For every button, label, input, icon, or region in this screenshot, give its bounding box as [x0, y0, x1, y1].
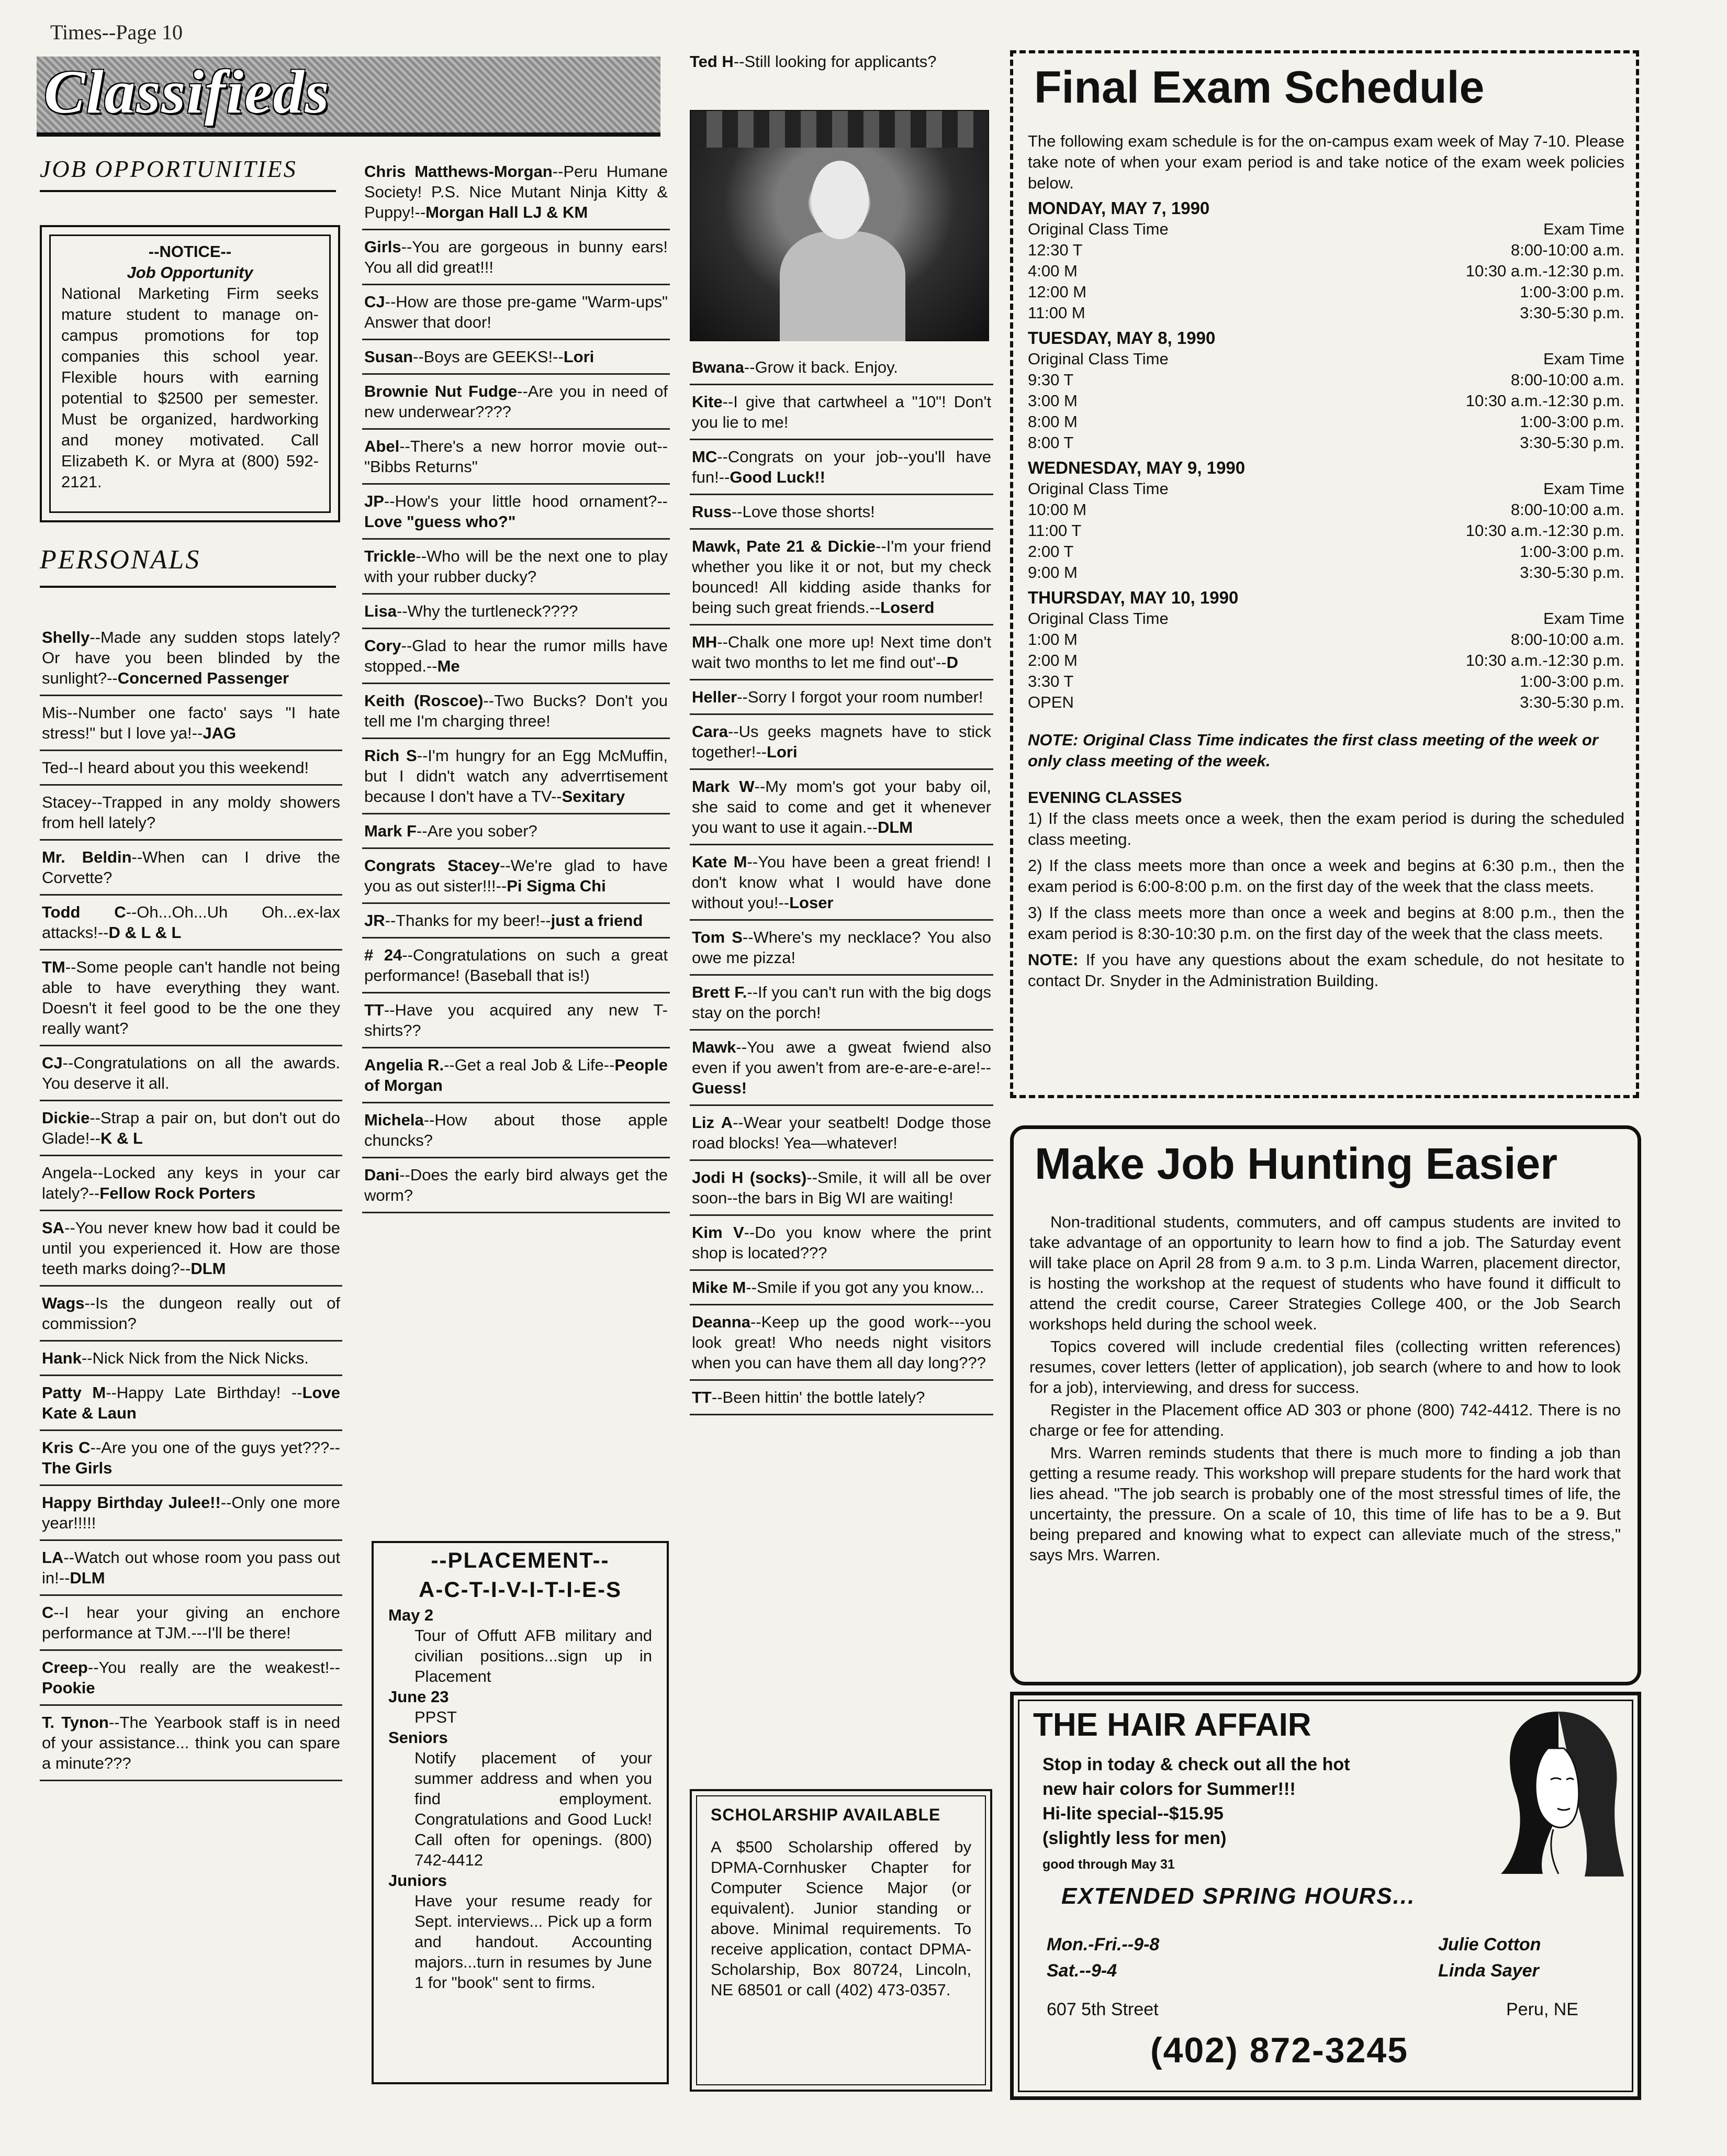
exam-day: THURSDAY, MAY 10, 1990 — [1028, 588, 1239, 607]
entry-text: --Only one more year!!!!! — [42, 1493, 340, 1532]
entry-name: Heller — [692, 688, 737, 706]
article-paragraph: Non-traditional students, commuters, and off campus students are invited to take advantage of an opportunity to learn how to find a job. The Saturday event will take place on April 28 from 9 a.m. to 3 p.m. Linda Warren, placement director, is hosting the workshop at the request of students who have found it difficult to attend the credit course, Career Strategies College 400, or the Job Search workshops held during the school week. — [1029, 1213, 1621, 1333]
entry-name: Mark W — [692, 777, 755, 796]
entry-name: Michela — [364, 1111, 424, 1129]
entry-signature: Good Luck!! — [730, 468, 825, 486]
article-paragraph: Mrs. Warren reminds students that there is much more to finding a job than getting a resume ready. This workshop will prepare students for the hard work that lies ahead. "The job search is probably one of the most stressful times of life, the uncertainty, the pressure. On a scale of 10, this time of life has to be a 9. But being prepared and knowing what to expect can alleviate much of the stress," says Mrs. Warren. — [1029, 1444, 1621, 1564]
personal-entry — [690, 440, 993, 495]
entry-name: Brett F. — [692, 983, 747, 1001]
entry-text: --Get a real Job & Life-- — [444, 1056, 615, 1074]
entry-signature: Lori — [563, 348, 595, 366]
personal-entry — [690, 770, 993, 845]
personal-entry — [362, 739, 670, 814]
exam-row: 9:30 T 8:00-10:00 a.m. — [1028, 371, 1624, 389]
entry-signature: Sexitary — [562, 787, 625, 806]
personal-entry — [362, 904, 670, 939]
entry-text: --How about those apple chuncks? — [364, 1111, 668, 1149]
entry-text: --Why the turtleneck???? — [397, 602, 578, 620]
placement-date: May 2 — [388, 1606, 434, 1624]
entry-text: --We're glad to have you as out sister!!!-- — [364, 856, 668, 895]
exam-column-header: Original Class Time Exam Time — [1028, 479, 1624, 498]
personal-entry — [40, 1156, 342, 1211]
personal-entry — [40, 896, 342, 951]
exam-day: TUESDAY, MAY 8, 1990 — [1028, 328, 1216, 348]
exam-row: OPEN 3:30-5:30 p.m. — [1028, 693, 1624, 711]
personal-entry — [40, 1596, 342, 1651]
entry-text: --If you can't run with the big dogs stay on the porch! — [692, 983, 991, 1022]
hair-affair-promo: Stop in today & check out all the hot new hair colors for Summer!!! Hi-lite special--$15.95 (slightly less for men) — [1042, 1755, 1350, 1848]
exam-row: 1:00 M 8:00-10:00 a.m. — [1028, 630, 1624, 649]
personals-column-1 — [40, 621, 342, 1781]
entry-text: --You really are the weakest!-- — [87, 1658, 340, 1677]
personal-entry — [40, 1486, 342, 1541]
personal-entry — [362, 375, 670, 430]
entry-signature: D & L & L — [108, 923, 182, 942]
entry-signature: Lori — [767, 743, 798, 761]
entry-text: --Boys are GEEKS!-- — [413, 348, 564, 366]
personal-entry — [40, 1101, 342, 1156]
section-heading-personals: PERSONALS — [40, 545, 201, 575]
personal-entry — [362, 340, 670, 375]
entry-text: --Are you in need of new underwear???? — [364, 382, 668, 421]
personal-entry — [40, 696, 342, 751]
placement-date: June 23 — [388, 1688, 449, 1706]
entry-signature: just a friend — [551, 911, 643, 930]
entry-signature: D — [946, 653, 959, 672]
entry-signature: K & L — [100, 1129, 143, 1147]
personal-entry — [362, 430, 670, 485]
entry-name: Mawk, Pate 21 & Dickie — [692, 537, 876, 555]
entry-text: --You awe a gweat fwiend also even if you awen't from are-e-are-e-are!-- — [692, 1038, 991, 1077]
exam-row: 3:30 T 1:00-3:00 p.m. — [1028, 672, 1624, 690]
personal-entry — [40, 1046, 342, 1101]
entry-name: TT — [692, 1388, 712, 1406]
article-paragraph: Register in the Placement office AD 303 or phone (800) 742-4412. There is no charge or fee for attending. — [1029, 1401, 1621, 1439]
entry-name: CJ — [42, 1054, 63, 1072]
entry-signature: Guess! — [692, 1079, 747, 1097]
entry-text: --Does the early bird always get the worm? — [364, 1166, 668, 1204]
entry-text: --Oh...Oh...Uh Oh...ex-lax attacks!-- — [42, 903, 340, 942]
job-opportunities-section — [40, 155, 336, 192]
entry-text: --The Yearbook staff is in need of your assistance... think you can spare a minute??? — [42, 1713, 340, 1772]
exam-row: 2:00 M 10:30 a.m.-12:30 p.m. — [1028, 651, 1624, 669]
exam-row: 3:00 M 10:30 a.m.-12:30 p.m. — [1028, 392, 1624, 410]
personal-entry — [362, 485, 670, 540]
entry-text: Mis--Number one facto' says "I hate stress!" but I love ya!-- — [42, 703, 340, 742]
entry-text: --Been hittin' the bottle lately? — [711, 1388, 925, 1406]
personal-entry — [690, 1106, 993, 1161]
entry-text: --Congratulations on all the awards. You deserve it all. — [42, 1054, 340, 1092]
exam-row: 8:00 M 1:00-3:00 p.m. — [1028, 412, 1624, 431]
personal-entry — [690, 1161, 993, 1216]
entry-name: Bwana — [692, 358, 744, 376]
entry-name: Todd C — [42, 903, 126, 921]
personal-entry — [40, 1651, 342, 1706]
hair-affair-address: 607 5th Street — [1047, 1999, 1159, 2019]
entry-signature: The Girls — [42, 1459, 113, 1477]
personal-entry — [362, 629, 670, 684]
entry-name: JP — [364, 492, 384, 510]
entry-name: LA — [42, 1548, 64, 1567]
section-heading-jobs: JOB OPPORTUNITIES — [40, 155, 297, 182]
banner-title: Classifieds — [44, 58, 330, 126]
exam-note-contact: NOTE: If you have any questions about the exam schedule, do not hesitate to contact Dr. Snyder in the Administration Building. — [1028, 951, 1624, 990]
personal-entry — [40, 1287, 342, 1342]
job-hunting-article — [1010, 1125, 1641, 1685]
hair-affair-validity: good through May 31 — [1042, 1857, 1175, 1872]
placement-group: Seniors — [388, 1728, 448, 1747]
entry-name: Mark F — [364, 822, 417, 840]
personal-entry — [362, 540, 670, 595]
entry-text: --Keep up the good work---you look great! Who needs night visitors when you can have them all day long??? — [692, 1313, 991, 1372]
personal-entry — [40, 1376, 342, 1431]
entry-name: Tom S — [692, 928, 743, 946]
evening-rule-1: 1) If the class meets once a week, then the exam period is during the scheduled class meeting. — [1028, 809, 1624, 848]
entry-name: TM — [42, 958, 65, 976]
personal-entry — [40, 1541, 342, 1596]
entry-name: Dickie — [42, 1109, 90, 1127]
personal-entry — [690, 715, 993, 770]
entry-name: Shelly — [42, 628, 90, 646]
exam-column-header: Original Class Time Exam Time — [1028, 220, 1624, 238]
personal-entry — [690, 1271, 993, 1305]
entry-signature: Loser — [789, 893, 834, 912]
placement-activities-box — [372, 1541, 669, 2084]
entry-text: --Where's my necklace? You also owe me pizza! — [692, 928, 991, 967]
entry-text: --Strap a pair on, but don't out do Glade!-- — [42, 1109, 340, 1147]
entry-name: Kris C — [42, 1438, 91, 1457]
entry-signature: Me — [437, 657, 460, 675]
personal-entry — [362, 1103, 670, 1158]
exam-day: MONDAY, MAY 7, 1990 — [1028, 198, 1210, 218]
entry-name: Rich S — [364, 746, 417, 765]
entry-signature: Fellow Rock Porters — [99, 1184, 256, 1202]
personal-entry — [362, 993, 670, 1048]
entry-name: CJ — [364, 293, 385, 311]
entry-text: Angela--Locked any keys in your car lately?-- — [42, 1164, 340, 1202]
entry-signature: Pi Sigma Chi — [507, 877, 606, 895]
entry-name: JR — [364, 911, 385, 930]
entry-text: --You are gorgeous in bunny ears! You all did great!!! — [364, 238, 668, 276]
entry-name: Hank — [42, 1349, 82, 1367]
entry-text: --Still looking for applicants? — [733, 52, 937, 71]
personal-entry — [690, 625, 993, 680]
personal-entry — [362, 814, 670, 849]
hair-affair-stylists: Julie Cotton Linda Sayer — [1438, 1935, 1541, 1981]
placement-text: Tour of Offutt AFB military and civilian positions...sign up in Placement — [414, 1626, 652, 1685]
entry-text: --You never knew how bad it could be until you experienced it. How are those teeth marks doing?-- — [42, 1219, 340, 1278]
placement-subtitle: A-C-T-I-V-I-T-I-E-S — [419, 1577, 622, 1602]
personal-entry — [40, 841, 342, 896]
classifieds-banner — [37, 57, 660, 137]
personal-entry — [362, 1158, 670, 1213]
entry-name: Kate M — [692, 853, 747, 871]
scholarship-body: A $500 Scholarship offered by DPMA-Cornhusker Chapter for Computer Science Major (or equivalent). Junior standing or above. Minimal requirements. To receive application, contact DPMA-Scholarship, Box 80724, Lincoln, NE 68501 or call (402) 473-0357. — [711, 1838, 971, 1999]
hair-affair-phone: (402) 872-3245 — [1150, 2030, 1409, 2070]
personal-entry — [690, 845, 993, 921]
entry-text: --I give that cartwheel a "10"! Don't you lie to me! — [692, 393, 991, 431]
exam-row: 11:00 M 3:30-5:30 p.m. — [1028, 304, 1624, 322]
personal-entry — [40, 751, 342, 786]
entry-signature: Loserd — [880, 598, 935, 617]
personal-entry — [690, 1305, 993, 1381]
entry-text: --Two Bucks? Don't you tell me I'm charging three! — [364, 691, 668, 730]
entry-name: Ted H — [690, 52, 734, 71]
entry-name: Trickle — [364, 547, 416, 565]
entry-text: --Chalk one more up! Next time don't wait two months to let me find out'-- — [692, 633, 991, 672]
entry-name: TT — [364, 1001, 384, 1019]
exam-title: Final Exam Schedule — [1034, 62, 1485, 113]
entry-name: Kite — [692, 393, 723, 411]
entry-name: Mr. Beldin — [42, 848, 132, 866]
scholarship-title: SCHOLARSHIP AVAILABLE — [711, 1805, 941, 1824]
personal-entry — [690, 495, 993, 530]
notice-title: --NOTICE-- — [148, 242, 232, 261]
entry-name: T. Tynon — [42, 1713, 109, 1731]
personal-entry — [690, 976, 993, 1031]
photo-man — [690, 110, 989, 341]
personal-entry — [690, 1031, 993, 1106]
entry-text: --Congratulations on such a great performance! (Baseball that is!) — [364, 946, 668, 985]
entry-signature: Love Kate & Laun — [42, 1383, 340, 1422]
hair-affair-ad — [1010, 1692, 1641, 2100]
entry-name: Jodi H (socks) — [692, 1168, 807, 1187]
exam-row: 11:00 T 10:30 a.m.-12:30 p.m. — [1028, 521, 1624, 540]
personal-entry — [362, 684, 670, 739]
personal-entry — [40, 786, 342, 841]
entry-text: --Congrats on your job--you'll have fun!-- — [692, 448, 991, 486]
personal-entry — [690, 385, 993, 440]
personal-entry — [690, 921, 993, 976]
entry-text: --I'm hungry for an Egg McMuffin, but I didn't watch any adverrtisement because I don't have a TV-- — [364, 746, 668, 806]
entry-name: MH — [692, 633, 717, 651]
entry-name: MC — [692, 448, 717, 466]
entry-text: --I'm your friend whether you like it or not, but my check bounced! All kidding aside thanks for being such great friends.-- — [692, 537, 991, 617]
entry-name: Lisa — [364, 602, 397, 620]
entry-text: --Wear your seatbelt! Dodge those road blocks! Yea—whatever! — [692, 1113, 991, 1152]
exam-note: NOTE: Original Class Time indicates the first class meeting of the week or only class meeting of the week. — [1028, 731, 1598, 770]
entry-text: --Peru Humane Society! P.S. Nice Mutant Ninja Kitty & Puppy!-- — [364, 162, 668, 221]
evening-rule-3: 3) If the class meets more than once a week and begins at 8:00 p.m., then the exam period is 8:30-10:30 p.m. on the first day of the week that the class meets. — [1028, 903, 1624, 943]
entry-text: --Made any sudden stops lately? Or have you been blinded by the sunlight?-- — [42, 628, 340, 687]
final-exam-schedule — [1010, 50, 1639, 1098]
entry-signature: People of Morgan — [364, 1056, 668, 1094]
exam-row: 4:00 M 10:30 a.m.-12:30 p.m. — [1028, 262, 1624, 280]
entry-name: Cara — [692, 722, 728, 741]
exam-row: 8:00 T 3:30-5:30 p.m. — [1028, 433, 1624, 452]
exam-intro: The following exam schedule is for the on-campus exam week of May 7-10. Please take note of when your exam period is and take notice of the exam week policies below. — [1028, 132, 1624, 192]
divider — [40, 586, 336, 588]
entry-text: --Are you sober? — [416, 822, 537, 840]
entry-name: Happy Birthday Julee!! — [42, 1493, 221, 1512]
entry-signature: Morgan Hall LJ & KM — [425, 203, 588, 221]
entry-text: --Some people can't handle not being able to have everything they want. Doesn't it feel good to be the one they really want? — [42, 958, 340, 1037]
exam-row: 12:30 T 8:00-10:00 a.m. — [1028, 241, 1624, 259]
entry-name: Russ — [692, 502, 732, 521]
personal-entry — [690, 1381, 993, 1415]
entry-signature: DLM — [190, 1259, 226, 1278]
personals-column-3 — [690, 351, 993, 1415]
entry-name: Liz A — [692, 1113, 733, 1132]
entry-text: --I hear your giving an enchore performance at TJM.---I'll be there! — [42, 1603, 340, 1642]
entry-name: Dani — [364, 1166, 400, 1184]
personal-entry — [362, 285, 670, 340]
personal-entry — [362, 849, 670, 904]
entry-name: Wags — [42, 1294, 85, 1312]
woman-portrait-illustration — [1480, 1706, 1627, 1879]
personal-entry — [362, 595, 670, 629]
entry-text: --Watch out whose room you pass out in!-- — [42, 1548, 340, 1587]
entry-text: --You have been a great friend! I don't know what I would have done without you!-- — [692, 853, 991, 912]
notice-box — [40, 225, 340, 522]
entry-text: --Love those shorts! — [731, 502, 875, 521]
placement-text: PPST — [414, 1708, 457, 1726]
exam-row: 9:00 M 3:30-5:30 p.m. — [1028, 563, 1624, 582]
personal-entry — [40, 1342, 342, 1376]
entry-name: Patty M — [42, 1383, 106, 1402]
placement-text: Notify placement of your summer address and when you find employment. Congratulations and Good Luck! Call often for openings. (800) 742-4412 — [414, 1749, 652, 1869]
personal-entry — [690, 530, 993, 625]
personal-entry — [362, 1048, 670, 1103]
entry-signature: Love "guess who?" — [364, 512, 516, 531]
entry-text: --Grow it back. Enjoy. — [744, 358, 898, 376]
exam-day: WEDNESDAY, MAY 9, 1990 — [1028, 458, 1246, 477]
entry-text: --How's your little hood ornament?-- — [384, 492, 668, 510]
personal-entry-top — [690, 51, 988, 72]
job-hunting-title: Make Job Hunting Easier — [1035, 1139, 1557, 1188]
entry-name: Cory — [364, 636, 401, 655]
entry-text: --Smile, it will all be over soon--the bars in Big WI are waiting! — [692, 1168, 991, 1207]
entry-text: --Thanks for my beer!-- — [385, 911, 551, 930]
entry-name: Deanna — [692, 1313, 750, 1331]
page-header: Times--Page 10 — [50, 20, 183, 44]
entry-text: --Sorry I forgot your room number! — [737, 688, 983, 706]
personals-section — [40, 544, 336, 588]
article-paragraph: Topics covered will include credential files (collecting written references) resumes, cover letters (letter of application), job search (where to and how to look for a job), interviewing, and dress for success. — [1029, 1337, 1621, 1397]
entry-text: Stacey--Trapped in any moldy showers from hell lately? — [42, 793, 340, 832]
notice-subtitle: Job Opportunity — [127, 263, 253, 282]
entry-text: --Do you know where the print shop is located??? — [692, 1223, 991, 1262]
entry-text: --There's a new horror movie out--"Bibbs Returns" — [364, 437, 668, 476]
hair-affair-title: THE HAIR AFFAIR — [1033, 1707, 1311, 1743]
entry-name: Brownie Nut Fudge — [364, 382, 518, 400]
entry-signature: DLM — [877, 818, 913, 836]
entry-name: C — [42, 1603, 54, 1622]
entry-name: Mawk — [692, 1038, 736, 1056]
entry-name: Congrats Stacey — [364, 856, 500, 875]
entry-text: --Who will be the next one to play with your rubber ducky? — [364, 547, 668, 586]
entry-text: --Have you acquired any new T-shirts?? — [364, 1001, 668, 1040]
entry-name: Mike M — [692, 1278, 746, 1297]
exam-column-header: Original Class Time Exam Time — [1028, 609, 1624, 628]
entry-text: --My mom's got your baby oil, she said to come and get it whenever you want to use it again.-- — [692, 777, 991, 836]
personal-entry — [40, 951, 342, 1046]
personal-entry — [690, 1216, 993, 1271]
entry-name: Susan — [364, 348, 413, 366]
entry-text: --Is the dungeon really out of commission? — [42, 1294, 340, 1333]
entry-name: Kim V — [692, 1223, 744, 1242]
entry-text: --Are you one of the guys yet???-- — [90, 1438, 341, 1457]
entry-text: --How are those pre-game "Warm-ups" Answer that door! — [364, 293, 668, 331]
placement-group: Juniors — [388, 1871, 447, 1890]
entry-name: Girls — [364, 238, 401, 256]
scholarship-box — [690, 1789, 992, 2092]
exam-row: 10:00 M 8:00-10:00 a.m. — [1028, 500, 1624, 519]
notice-body: National Marketing Firm seeks mature student to manage on-campus promotions for top companies this school year. Flexible hours with earning potential to $2500 per semester. Must be organized, hardworking and money motivated. Call Elizabeth K. or Myra at (800) 592-2121. — [61, 284, 319, 491]
entry-text: Ted--I heard about you this weekend! — [42, 758, 309, 777]
personal-entry — [40, 1431, 342, 1486]
personal-entry — [362, 155, 670, 230]
entry-name: # 24 — [364, 946, 402, 964]
personal-entry — [40, 621, 342, 696]
exam-column-header: Original Class Time Exam Time — [1028, 350, 1624, 368]
placement-title: --PLACEMENT-- — [431, 1548, 610, 1572]
entry-text: --Us geeks magnets have to stick together!-- — [692, 722, 991, 761]
entry-name: Abel — [364, 437, 400, 455]
entry-text: --Glad to hear the rumor mills have stopped.-- — [364, 636, 668, 675]
entry-signature: Pookie — [42, 1679, 95, 1697]
entry-text: --When can I drive the Corvette? — [42, 848, 340, 887]
divider — [40, 190, 336, 192]
hair-affair-hours-heading: EXTENDED SPRING HOURS... — [1061, 1883, 1416, 1909]
entry-signature: JAG — [203, 724, 237, 742]
exam-row: 12:00 M 1:00-3:00 p.m. — [1028, 283, 1624, 301]
evening-rule-2: 2) If the class meets more than once a week and begins at 6:30 p.m., then the exam period is 6:00-8:00 p.m. on the first day of the week that the class meets. — [1028, 856, 1624, 896]
entry-name: SA — [42, 1219, 65, 1237]
entry-signature: DLM — [70, 1569, 105, 1587]
entry-signature: Concerned Passenger — [117, 669, 289, 687]
evening-classes-heading: EVENING CLASSES — [1028, 788, 1182, 807]
hair-affair-city: Peru, NE — [1506, 1999, 1578, 2019]
exam-row: 2:00 T 1:00-3:00 p.m. — [1028, 542, 1624, 561]
entry-text: --Smile if you got any you know... — [746, 1278, 984, 1297]
entry-name: Angelia R. — [364, 1056, 444, 1074]
personal-entry — [690, 351, 993, 385]
personal-entry — [40, 1706, 342, 1781]
personals-column-2 — [362, 155, 670, 1213]
personal-entry — [362, 939, 670, 993]
entry-name: Chris Matthews-Morgan — [364, 162, 553, 181]
hair-affair-hours: Mon.-Fri.--9-8 Sat.--9-4 — [1047, 1935, 1160, 1981]
personal-entry — [690, 680, 993, 715]
entry-text: --Nick Nick from the Nick Nicks. — [81, 1349, 309, 1367]
entry-name: Creep — [42, 1658, 88, 1677]
placement-text: Have your resume ready for Sept. interviews... Pick up a form and handout. Accounting majors...turn in resumes by June 1 for "book" sent to firms. — [414, 1892, 652, 1992]
entry-name: Keith (Roscoe) — [364, 691, 484, 710]
entry-text: --Happy Late Birthday! -- — [106, 1383, 302, 1402]
personal-entry — [362, 230, 670, 285]
personal-entry — [40, 1211, 342, 1287]
